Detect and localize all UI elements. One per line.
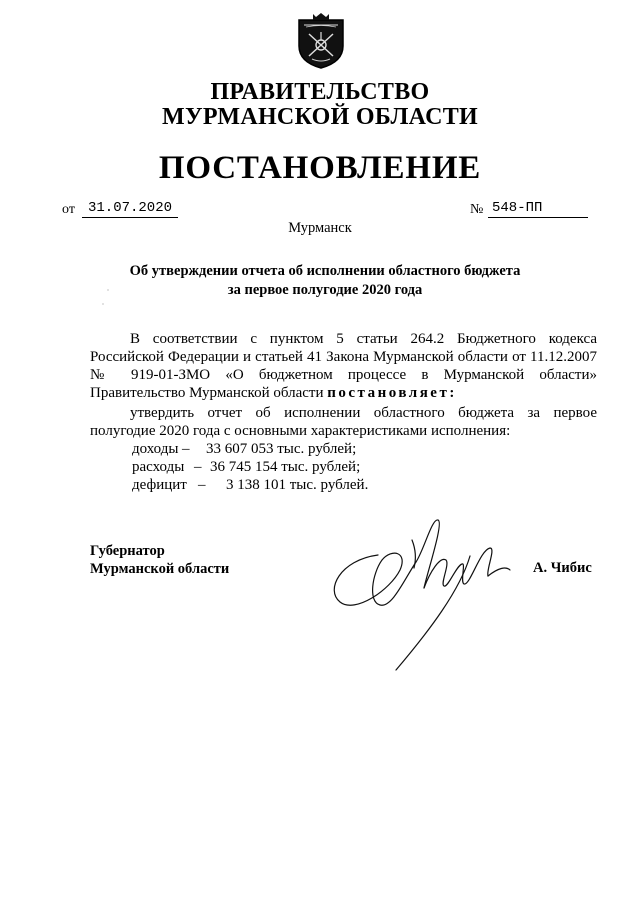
preamble-paragraph	[90, 330, 597, 402]
item-label: расходы	[132, 459, 185, 475]
resolution-paragraph: утвердить отчет об исполнении областного бюджета за первое полугодие 2020 года с основными характеристиками исполнения:	[90, 405, 597, 439]
item-dash: –	[198, 477, 206, 493]
signatory-title-line-1: Губернатор	[90, 543, 165, 559]
signatory-name: А. Чибис	[533, 560, 592, 576]
subject-line-2: за первое полугодие 2020 года	[227, 282, 423, 298]
item-dash: –	[194, 459, 202, 475]
item-amount: 33 607 053 тыс. рублей;	[206, 441, 357, 457]
coat-of-arms-emblem	[296, 12, 346, 70]
subject-line-1: Об утверждении отчета об исполнении областного бюджета	[129, 263, 521, 279]
document-subject	[90, 262, 560, 300]
document-number: 548-ПП	[488, 200, 588, 218]
organization-line-1: ПРАВИТЕЛЬСТВО	[210, 79, 430, 105]
signatory-title	[90, 542, 229, 578]
scan-specks	[100, 288, 110, 308]
item-label: доходы	[132, 441, 179, 457]
item-label: дефицит	[132, 477, 187, 493]
decides-keyword: постановляет:	[327, 385, 457, 401]
document-type: ПОСТАНОВЛЕНИЕ	[158, 150, 482, 186]
number-label: №	[470, 202, 484, 217]
organization-line-2: МУРМАНСКОЙ ОБЛАСТИ	[162, 104, 478, 130]
preamble-text: В соответствии с пунктом 5 статьи 264.2 Бюджетного кодекса Российской Федерации и статьей 41 Закона Мурманской области от 11.12.2007 № 919-01-ЗМО «О бюджетном процессе в Мурманской области» Правительство Мурманской области	[90, 331, 597, 401]
item-dash: –	[182, 441, 190, 457]
document-date: 31.07.2020	[82, 200, 178, 218]
date-label: от	[62, 202, 75, 217]
city: Мурманск	[288, 220, 352, 236]
signatory-title-line-2: Мурманской области	[90, 561, 230, 577]
item-amount: 36 745 154 тыс. рублей;	[210, 459, 361, 475]
item-amount: 3 138 101 тыс. рублей.	[226, 477, 369, 493]
handwritten-signature	[320, 510, 520, 680]
